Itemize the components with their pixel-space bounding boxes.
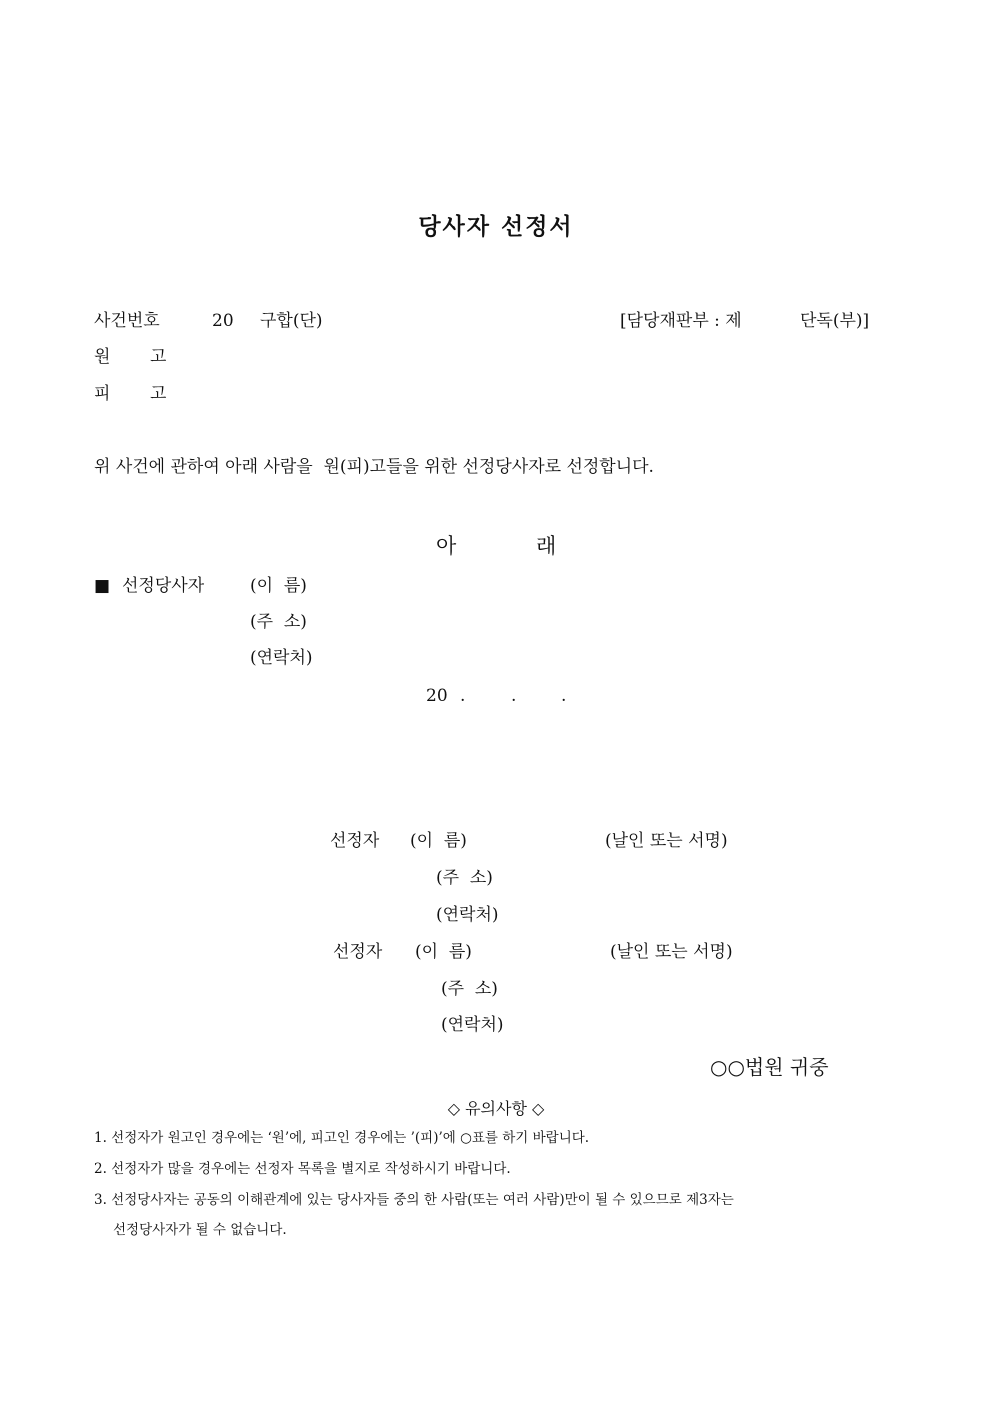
date-year: 20 <box>426 686 448 706</box>
designated-party-label: 선정당사자 <box>122 576 205 596</box>
selector-1-label: 선정자 <box>330 831 380 851</box>
defendant-label-1: 피 <box>94 384 111 404</box>
selector-2-name-label: (이 름) <box>415 942 472 962</box>
selector-2-label: 선정자 <box>333 942 383 962</box>
selection-statement: 위 사건에 관하여 아래 사람을 원(피)고들을 위한 선정당사자로 선정합니다. <box>94 457 654 477</box>
note-item-3-continued: 선정당사자가 될 수 없습니다. <box>113 1222 287 1238</box>
case-type: 구합(단) <box>260 311 323 331</box>
date-dot-2: . <box>511 686 517 706</box>
note-item-2: 2. 선정자가 많을 경우에는 선정자 목록을 별지로 작성하시기 바랍니다. <box>94 1161 511 1177</box>
case-number-label: 사건번호 <box>94 311 160 331</box>
date-dot-3: . <box>561 686 567 706</box>
note-item-3: 3. 선정당사자는 공동의 이해관계에 있는 당사자들 중의 한 사람(또는 여러 사람)만이 될 수 있으므로 제3자는 <box>94 1192 734 1208</box>
selector-2-address-label: (주 소) <box>441 979 498 999</box>
case-year-prefix: 20 <box>212 311 234 331</box>
plaintiff-label-1: 원 <box>94 347 111 367</box>
designated-address-label: (주 소) <box>250 612 307 632</box>
plaintiff-label-2: 고 <box>150 347 167 367</box>
selector-2-contact-label: (연락처) <box>441 1015 504 1035</box>
selector-1-address-label: (주 소) <box>436 868 493 888</box>
note-item-1: 1. 선정자가 원고인 경우에는 ‘원’에, 피고인 경우에는 ’(피)’에 ○표를 하기 바랍니다. <box>94 1130 590 1146</box>
selector-1-contact-label: (연락처) <box>436 905 499 925</box>
selector-2-seal-label: (날인 또는 서명) <box>610 942 733 962</box>
selector-1-seal-label: (날인 또는 서명) <box>605 831 728 851</box>
date-dot-1: . <box>460 686 466 706</box>
square-bullet-icon: ■ <box>94 576 111 596</box>
designated-contact-label: (연락처) <box>250 648 313 668</box>
document-title: 당사자 선정서 <box>418 213 574 240</box>
selector-1-name-label: (이 름) <box>410 831 467 851</box>
designated-name-label: (이 름) <box>250 576 307 596</box>
court-addressee: ○○법원 귀중 <box>710 1055 829 1079</box>
notes-title: ◇ 유의사항 ◇ <box>447 1099 545 1118</box>
below-heading-a: 아 <box>436 534 457 558</box>
below-heading-b: 래 <box>536 534 557 558</box>
division-open: [담당재판부 : 제 <box>620 311 742 331</box>
defendant-label-2: 고 <box>150 384 167 404</box>
division-close: 단독(부)] <box>800 311 870 331</box>
